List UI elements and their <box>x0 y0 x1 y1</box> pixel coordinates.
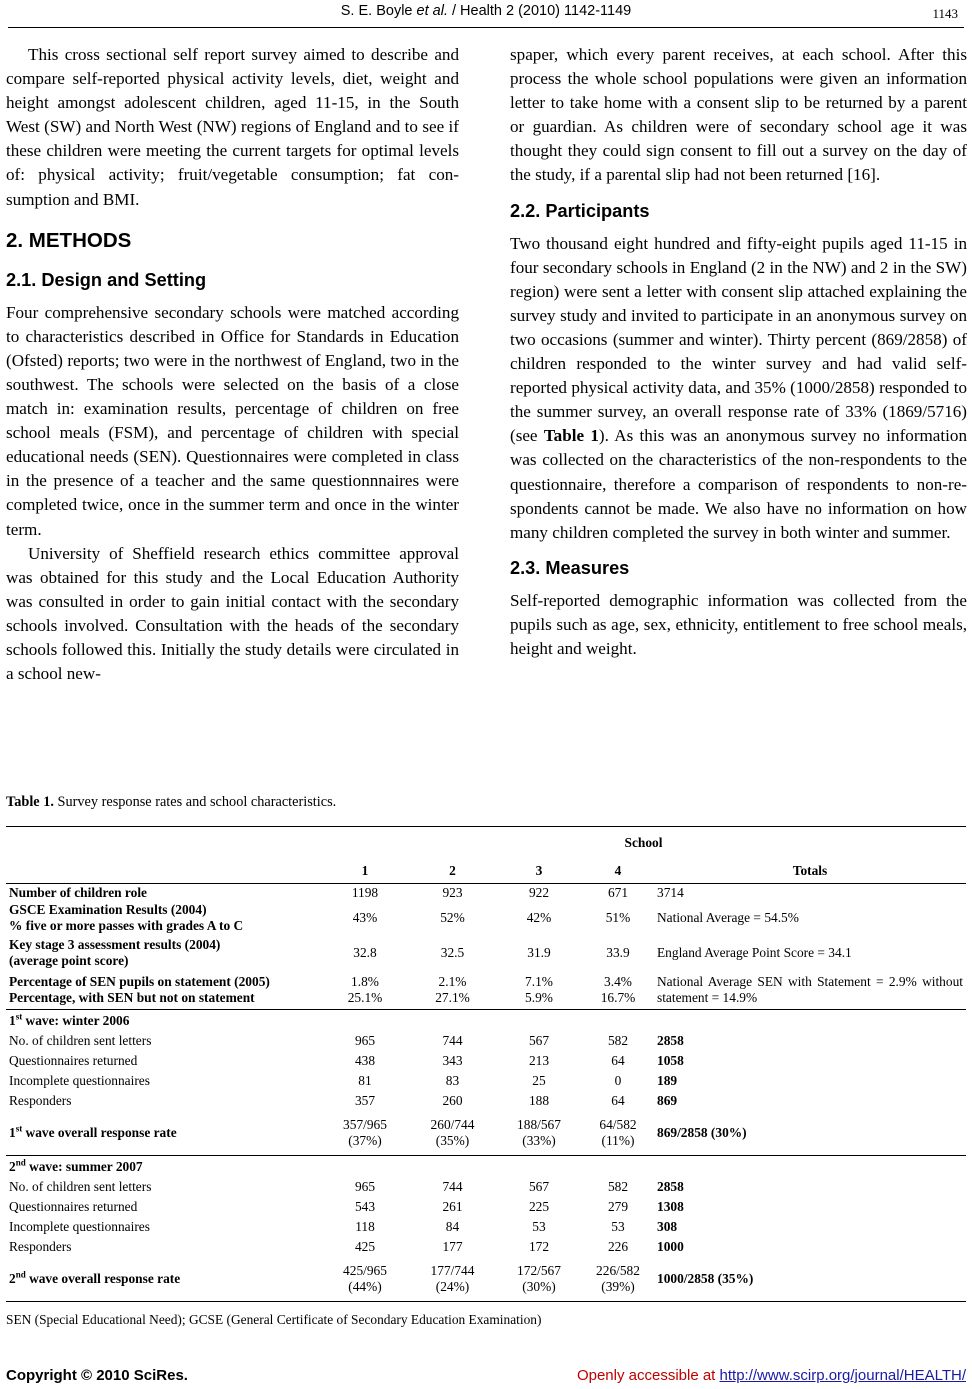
wave1-rate-row: 1st wave overall response rate 357/965 (37%) 260/744 (35%) 188/567 (33%) 64/582 (11%) 869/2858 (30%) <box>9 1117 747 1148</box>
section-heading-methods: 2. METHODS <box>6 228 132 252</box>
table-header-row <box>6 827 966 860</box>
left-column <box>6 43 459 686</box>
subsection-heading-measures: 2.3. Measures <box>510 557 630 578</box>
table-row: Percentage of SEN pupils on statement (2005) Percentage, with SEN but not on statement 1.8% 25.1% 2.1% 27.1% 7.1% 5.9% 3.4% 16.7% National Average SEN with Statement = 2.9% without statement = 14.9% <box>9 974 963 1005</box>
journal-link[interactable]: http://www.scirp.org/journal/HEALTH/ <box>719 1367 966 1384</box>
table-row: Incomplete questionnaires 81 83 25 0 189 <box>9 1073 678 1088</box>
table-row: Questionnaires returned 543 261 225 279 1308 <box>9 1199 684 1214</box>
table-row: No. of children sent letters 965 744 567 582 2858 <box>9 1033 684 1048</box>
running-header <box>0 3 972 25</box>
school-header: School <box>321 827 966 860</box>
intro-paragraph: This cross sectional self report survey aimed to describe and compare self-reported physical activity levels, diet, weight and height amongst adolescent children, aged 11-15, in the South West (SW) and North West (NW) regions of England and to see if these children were meeting the current targets for optimal levels of: physical activity; fruit/vegetable consumption; fat consumption and BMI. <box>6 45 459 209</box>
table-row: Responders 357 260 188 64 869 <box>9 1093 678 1108</box>
page-number: 1143 <box>932 6 958 21</box>
table-row: No. of children sent letters 965 744 567 582 2858 <box>9 1179 684 1194</box>
table-row: Incomplete questionnaires 118 84 53 53 308 <box>9 1219 678 1234</box>
wave2-rate-row: 2nd wave overall response rate 425/965 (44%) 177/744 (24%) 172/567 (30%) 226/582 (39%) 1000/2858 (35%) <box>6 1257 966 1302</box>
response-rates-table <box>6 826 966 1302</box>
running-title: S. E. Boyle et al. / Health 2 (2010) 1142-1149 <box>340 3 632 19</box>
table-row: GSCE Examination Results (2004) % five or more passes with grades A to C 43% 52% 42% 51% National Average = 54.5% <box>9 902 799 933</box>
design-paragraph-1: Four comprehensive secondary schools were matched according to characteristics described in Office for Standards in Education (Ofsted) reports; two were in the northwest of England, two in the southwest. The schools were selected on the basis of a close match in: examination results, percentage of children on free school meals (FSM), and percentage of children with special educational needs (SEN). Questionnaires were completed in class in the presence of a teacher and the same questionnnaires were completed twice, once in the summer term and once in the winter term. <box>6 302 459 539</box>
column-header: 4 <box>582 859 654 884</box>
open-access-notice: Openly accessible at http://www.scirp.org/journal/HEALTH/ <box>576 1367 966 1384</box>
column-header: 2 <box>409 859 496 884</box>
copyright-notice: Copyright © 2010 SciRes. <box>6 1367 188 1384</box>
table-column-headers <box>6 859 966 884</box>
table-footnote: SEN (Special Educational Need); GCSE (General Certificate of Secondary Education Examination) <box>6 1312 542 1327</box>
participants-paragraph: Two thousand eight hundred and fifty-eight pupils aged 11-15 in four secondary schools in England (2 in the NW) and 2 in the SW) region) were sent a letter with consent slip attached explaining the survey study and invited to participate in an anonymous survey on two occasions (summer and winter). Thirty percent (869/2858) of children responded to the winter survey and had valid self-reported physical activity data, and 35% (1000/2858) responded to the summer survey, an overall response rate of 33% (1869/5716) (see Table 1). As this was an anonymous survey no information was collected on the characteristics of the non-respondents to the questionnaire, therefore a comparison of respondents to non-respondents cannot be made. We also have no information on how many children completed the survey in both winter and summer. <box>510 233 967 542</box>
table-caption: Table 1. Survey response rates and school characteristics. <box>6 794 337 810</box>
column-header: Totals <box>654 859 966 884</box>
table-reference[interactable]: Table 1 <box>543 426 599 446</box>
wave1-title-row: 1st wave: winter 2006 <box>6 1010 966 1032</box>
header-rule <box>8 27 964 28</box>
wave2-title-row: 2nd wave: summer 2007 <box>6 1156 966 1178</box>
table-row: Questionnaires returned 438 343 213 64 1058 <box>9 1053 684 1068</box>
right-column <box>510 43 967 661</box>
table-row: Key stage 3 assessment results (2004) (average point score) 32.8 32.5 31.9 33.9 England Average Point Score = 34.1 <box>9 937 852 968</box>
column-header: 1 <box>321 859 409 884</box>
continued-paragraph: spaper, which every parent receives, at each school. After this process the whole school populations were given an information letter to take home with a consent slip to be returned by a parent or guardian. As children were of secondary school age it was thought they could sign consent to fill out a survey on the day of the study, if a parental slip had not been returned [16]. <box>510 45 967 185</box>
subsection-heading-design: 2.1. Design and Setting <box>6 269 207 290</box>
table-row: Responders 425 177 172 226 1000 <box>9 1239 684 1254</box>
table-row: Number of children role 1198 923 922 671 3714 <box>9 884 684 900</box>
subsection-heading-participants: 2.2. Participants <box>510 200 650 221</box>
design-paragraph-2: University of Sheffield research ethics committee approval was obtained for this study and the Local Education Authority was consulted in order to gain initial contact with the secondary schools involved. Consultation with the heads of the secondary schools followed this. Initially the study details were circulated in a school new- <box>6 543 459 684</box>
column-header: 3 <box>496 859 582 884</box>
measures-paragraph: Self-reported demographic information was collected from the pupils such as age, sex, ethnicity, entitlement to free school meals, height and weight. <box>510 590 967 658</box>
